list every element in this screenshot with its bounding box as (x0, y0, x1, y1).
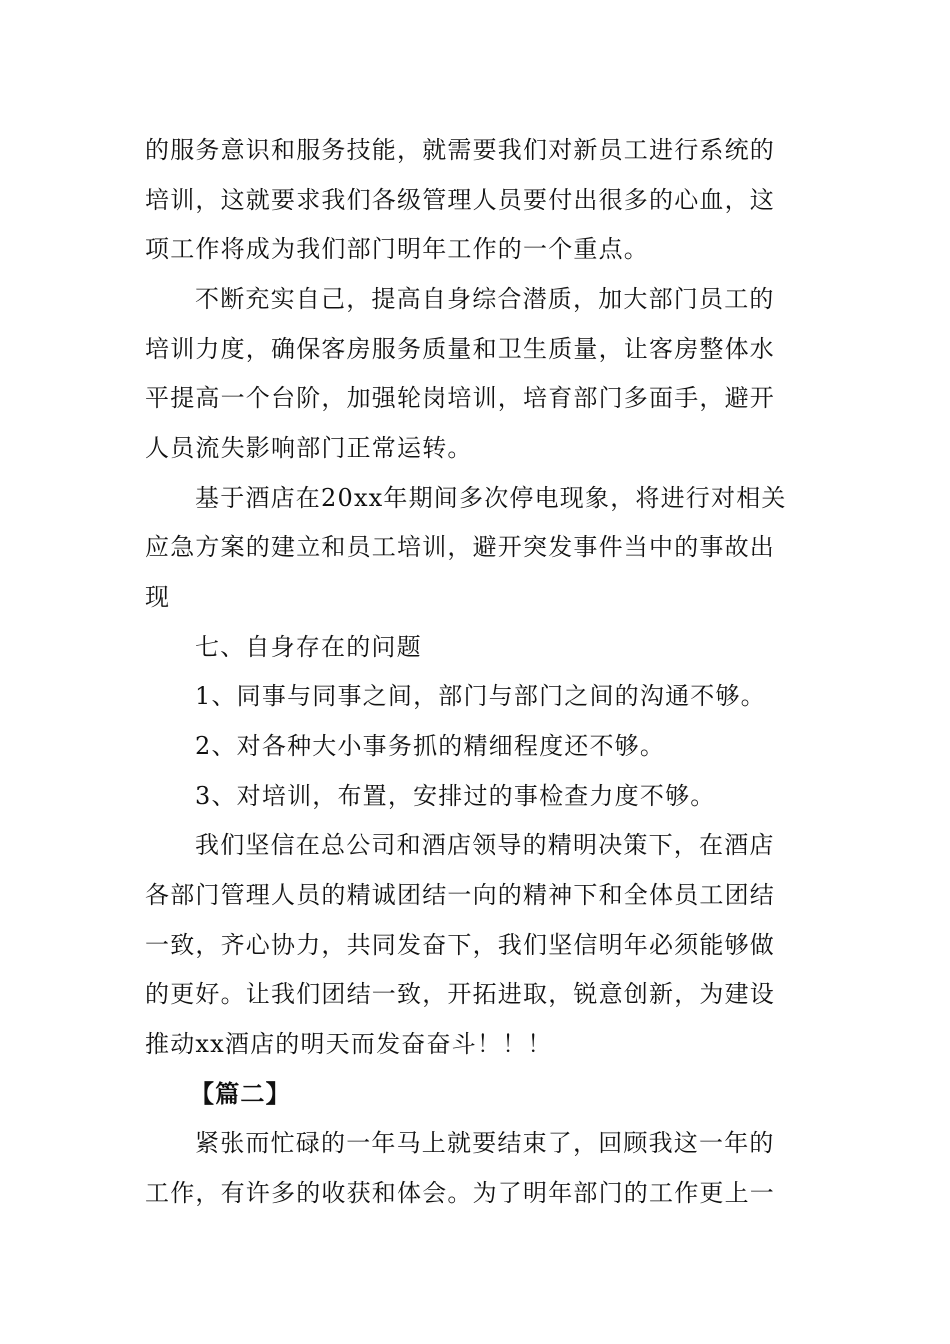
section-heading: 七、自身存在的问题 (195, 633, 422, 661)
list-item: 3、对培训，布置，安排过的事检查力度不够。 (195, 782, 716, 810)
list-item: 2、对各种大小事务抓的精细程度还不够。 (195, 732, 666, 760)
text-line: 各部门管理人员的精诚团结一向的精神下和全体员工团结 (145, 881, 775, 909)
text-line: 人员流失影响部门正常运转。 (145, 434, 473, 462)
paragraph-first-line: 不断充实自己，提高自身综合潜质，加大部门员工的 (195, 285, 775, 313)
text-line: 应急方案的建立和员工培训，避开突发事件当中的事故出 (145, 533, 775, 561)
paragraph-first-line: 紧张而忙碌的一年马上就要结束了，回顾我这一年的 (195, 1129, 775, 1157)
text-line: 培训，这就要求我们各级管理人员要付出很多的心血，这 (145, 186, 775, 214)
text-line: 培训力度，确保客房服务质量和卫生质量，让客房整体水 (145, 335, 775, 363)
paragraph-first-line: 基于酒店在20xx年期间多次停电现象，将进行对相关 (195, 484, 787, 512)
text-line: 的服务意识和服务技能，就需要我们对新员工进行系统的 (145, 136, 775, 164)
chapter-heading: 【篇二】 (190, 1079, 291, 1108)
list-item: 1、同事与同事之间，部门与部门之间的沟通不够。 (195, 682, 766, 710)
text-line: 现 (145, 583, 171, 611)
text-line: 推动xx酒店的明天而发奋奋斗！！！ (145, 1030, 553, 1058)
text-line: 的更好。让我们团结一致，开拓进取，锐意创新，为建设 (145, 980, 775, 1008)
text-line: 一致，齐心协力，共同发奋下，我们坚信明年必须能够做 (145, 931, 775, 959)
text-line: 项工作将成为我们部门明年工作的一个重点。 (145, 235, 649, 263)
text-line: 平提高一个台阶，加强轮岗培训，培育部门多面手，避开 (145, 384, 775, 412)
paragraph-first-line: 我们坚信在总公司和酒店领导的精明决策下，在酒店 (195, 831, 775, 859)
text-line: 工作，有许多的收获和体会。为了明年部门的工作更上一 (145, 1179, 775, 1207)
